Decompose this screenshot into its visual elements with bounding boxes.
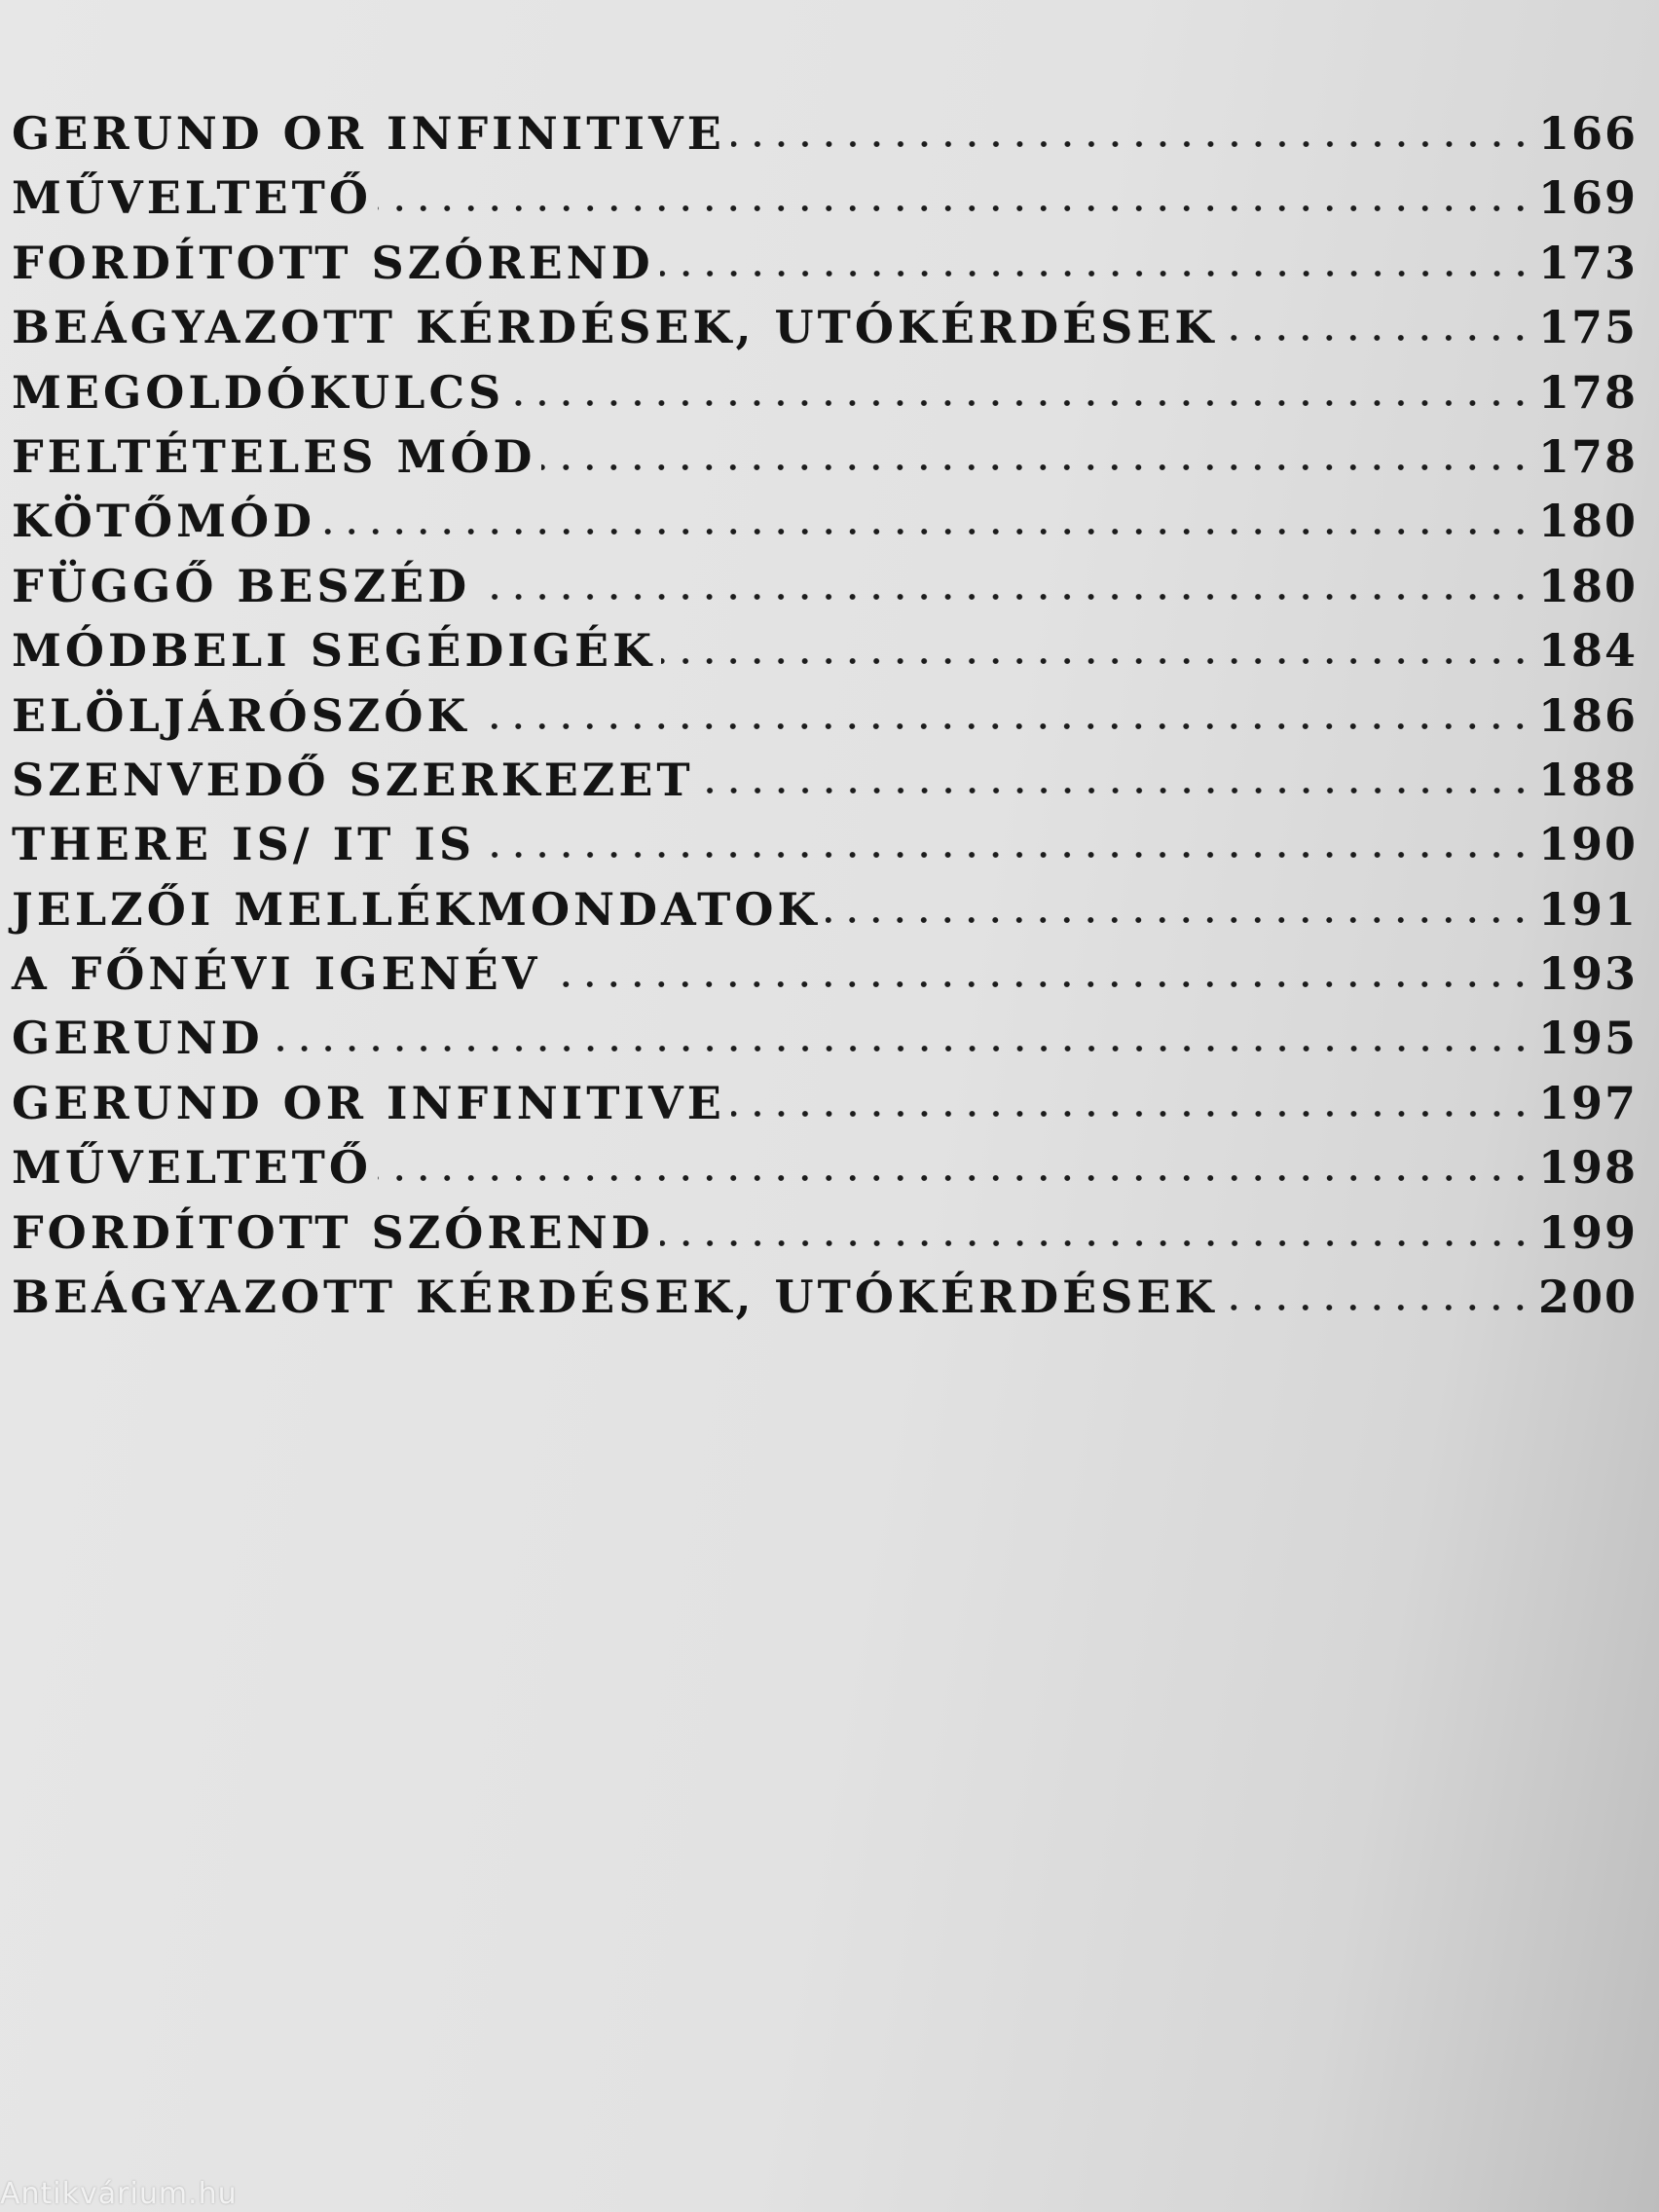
toc-entry-page: 184 xyxy=(1537,624,1638,678)
toc-entry-title: FELTÉTELES MÓD xyxy=(12,429,536,483)
dot-leader xyxy=(541,462,1532,472)
dot-leader xyxy=(378,1173,1532,1183)
toc-entry xyxy=(12,754,1638,818)
toc-entry xyxy=(12,947,1638,1012)
toc-entry-page: 199 xyxy=(1537,1205,1638,1259)
toc-entry-page: 166 xyxy=(1537,107,1638,160)
dot-leader xyxy=(700,786,1532,795)
toc-entry-title: BEÁGYAZOTT KÉRDÉSEK, UTÓKÉRDÉSEK xyxy=(12,301,1218,354)
toc-entry xyxy=(12,1012,1638,1076)
toc-entry-page: 180 xyxy=(1537,495,1638,548)
table-of-contents xyxy=(12,107,1638,1335)
toc-entry-page: 200 xyxy=(1537,1271,1638,1324)
toc-entry xyxy=(12,624,1638,688)
dot-leader xyxy=(270,1044,1532,1053)
toc-entry-page: 178 xyxy=(1537,429,1638,483)
toc-entry-page: 197 xyxy=(1537,1076,1638,1129)
toc-entry xyxy=(12,818,1638,882)
dot-leader xyxy=(660,269,1532,278)
dot-leader xyxy=(1223,1303,1532,1312)
dot-leader xyxy=(476,592,1532,602)
toc-entry-title: GERUND OR INFINITIVE xyxy=(12,107,725,160)
dot-leader xyxy=(546,979,1532,989)
toc-entry xyxy=(12,171,1638,236)
toc-entry xyxy=(12,430,1638,495)
toc-entry-title: MŰVELTETŐ xyxy=(12,171,372,225)
toc-entry-page: 190 xyxy=(1537,818,1638,871)
dot-leader xyxy=(660,1238,1532,1248)
toc-entry-title: GERUND OR INFINITIVE xyxy=(12,1076,725,1129)
toc-entry xyxy=(12,366,1638,430)
toc-entry xyxy=(12,560,1638,624)
toc-entry-title: FORDÍTOTT SZÓREND xyxy=(12,236,654,289)
toc-entry-page: 180 xyxy=(1537,559,1638,612)
toc-entry-page: 191 xyxy=(1537,882,1638,936)
toc-entry-title: GERUND xyxy=(12,1012,264,1065)
toc-entry-title: A FŐNÉVI IGENÉV xyxy=(12,947,541,1001)
toc-entry-page: 175 xyxy=(1537,301,1638,354)
toc-entry-page: 198 xyxy=(1537,1141,1638,1195)
toc-entry-page: 186 xyxy=(1537,688,1638,742)
toc-entry xyxy=(12,1077,1638,1141)
toc-entry-page: 193 xyxy=(1537,947,1638,1001)
dot-leader xyxy=(321,527,1532,536)
toc-entry xyxy=(12,1141,1638,1205)
toc-entry-page: 195 xyxy=(1537,1012,1638,1065)
toc-entry-page: 173 xyxy=(1537,236,1638,289)
dot-leader xyxy=(510,398,1532,408)
toc-entry-title: FÜGGŐ BESZÉD xyxy=(12,559,471,612)
toc-entry-title: MEGOLDÓKULCS xyxy=(12,365,505,419)
toc-entry xyxy=(12,237,1638,301)
toc-entry-page: 188 xyxy=(1537,753,1638,806)
toc-entry xyxy=(12,1206,1638,1271)
dot-leader xyxy=(731,139,1532,149)
dot-leader xyxy=(378,203,1532,213)
toc-entry-title: BEÁGYAZOTT KÉRDÉSEK, UTÓKÉRDÉSEK xyxy=(12,1271,1218,1324)
toc-entry xyxy=(12,495,1638,559)
toc-entry-title: JELZŐI MELLÉKMONDATOK xyxy=(12,882,821,936)
dot-leader xyxy=(826,915,1532,925)
toc-entry-title: MÓDBELI SEGÉDIGÉK xyxy=(12,624,656,678)
watermark: Antikvárium.hu xyxy=(0,2177,238,2211)
dot-leader xyxy=(481,850,1532,860)
toc-entry xyxy=(12,301,1638,365)
toc-entry xyxy=(12,107,1638,171)
toc-entry-title: ELÖLJÁRÓSZÓK xyxy=(12,688,470,742)
dot-leader xyxy=(731,1109,1532,1119)
toc-entry-page: 178 xyxy=(1537,365,1638,419)
toc-entry-title: MŰVELTETŐ xyxy=(12,1141,372,1195)
toc-entry-title: THERE IS/ IT IS xyxy=(12,818,476,871)
dot-leader xyxy=(475,721,1532,731)
toc-entry-page: 169 xyxy=(1537,171,1638,225)
toc-entry xyxy=(12,1271,1638,1335)
toc-entry xyxy=(12,689,1638,754)
toc-entry-title: FORDÍTOTT SZÓREND xyxy=(12,1205,654,1259)
toc-entry-title: KÖTŐMÓD xyxy=(12,495,315,548)
toc-entry xyxy=(12,883,1638,947)
dot-leader xyxy=(661,656,1532,666)
dot-leader xyxy=(1223,333,1532,343)
toc-entry-title: SZENVEDŐ SZERKEZET xyxy=(12,753,694,806)
